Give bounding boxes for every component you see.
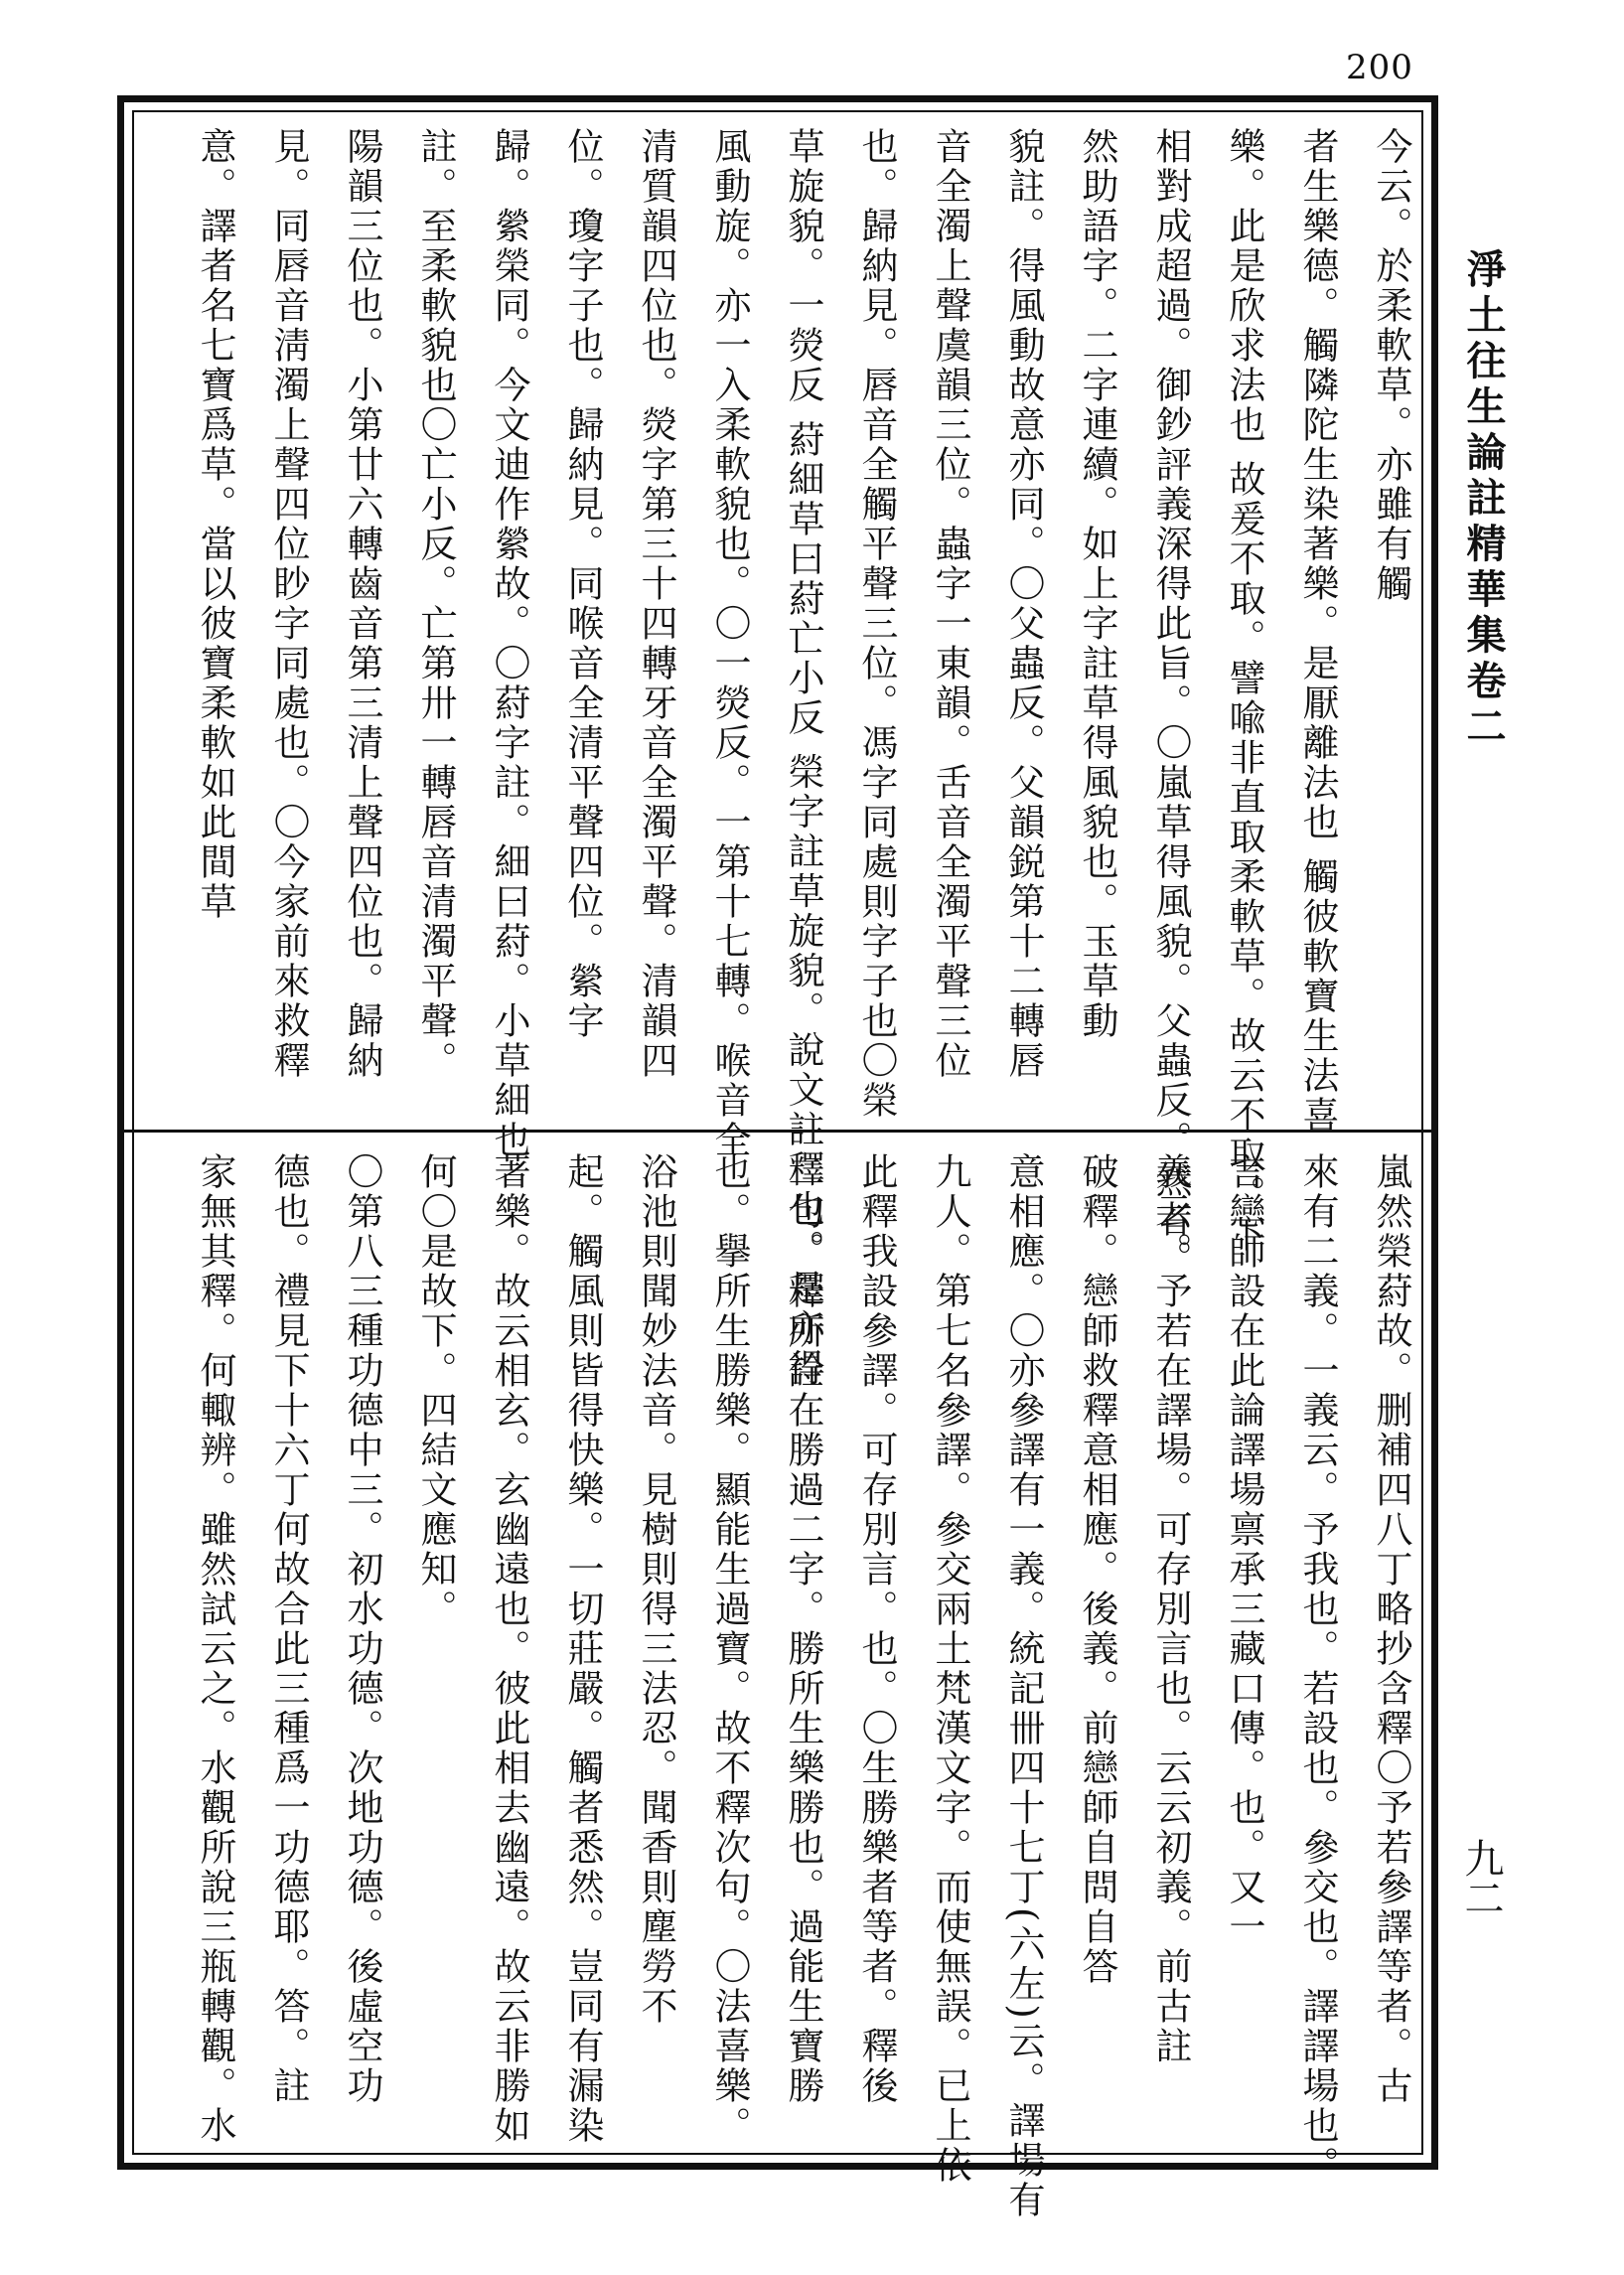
text-column: 風動旋。亦一入柔軟貌也。〇一熒反。一第十七轉。喉音全 bbox=[708, 127, 751, 1160]
text-column: 然助語字。二字連續。如上字註草得風貌也。玉草動 bbox=[1076, 127, 1118, 1041]
text-column: 樂。此是欣求法也 故爰不取。譬喩非直取柔軟草。故云不取。下 bbox=[1223, 127, 1265, 1255]
text-column: 來有二義。一義云。予我也。若設也。參交也。譯譯場也。 bbox=[1296, 1152, 1339, 2186]
text-column: 起。觸風則皆得快樂。一切莊嚴。觸者悉然。豈同有漏染 bbox=[561, 1152, 604, 2146]
text-column: 意相應。〇亦參譯有一義。統記卌四十七丁(六左)云。譯場有 bbox=[1002, 1152, 1045, 2220]
text-column: 見。同唇音淸濁上聲四位眇字同處也。〇今家前來救釋 bbox=[267, 127, 310, 1081]
text-column: 清質韻四位也。熒字第三十四轉牙音全濁平聲。清韻四 bbox=[635, 127, 677, 1081]
text-column: 也。擧所生勝樂。顯能生過寶。故不釋次句。〇法喜樂。 bbox=[708, 1152, 751, 2146]
text-column: 意。譯者名七寶爲草。當以彼寶柔軟如此間草 bbox=[194, 127, 236, 922]
text-column: 此釋我設參譯。可存別言。也。〇生勝樂者等者。釋後 bbox=[855, 1152, 898, 2106]
text-column: 二句。釋所詮在勝過二字。勝所生樂勝也。過能生寶勝 bbox=[782, 1152, 824, 2106]
text-column: 破釋。戀師救釋意相應。後義。前戀師自問自答 bbox=[1076, 1152, 1118, 1987]
text-column: 嵐然榮葤故。删補四八丁略抄含釋〇予若參譯等者。古 bbox=[1370, 1152, 1412, 2106]
text-column: 者生樂德。觸隣陀生染著樂。是厭離法也 觸彼軟寶生法喜 bbox=[1296, 127, 1339, 1136]
text-column: 今云。於柔軟草。亦雖有觸 bbox=[1370, 127, 1412, 604]
text-column: 歸。縈榮同。今文迪作縈故。〇葤字註。細曰葤。小草細也 bbox=[488, 127, 530, 1160]
text-column: 義云。予若在譯場。可存別言也。云云初義。前古註 bbox=[1149, 1152, 1192, 2066]
text-column: 相對成超過。御鈔評義深得此旨。〇嵐草得風貌。父蟲反。然者。 bbox=[1149, 127, 1192, 1280]
text-column: 言戀師設在此論譯場禀承三藏口傳。也。又一 bbox=[1223, 1152, 1265, 1947]
text-column: 也。歸納見。唇音全觸平聲三位。馮字同處則字子也〇榮 bbox=[855, 127, 898, 1121]
text-column: 浴池則聞妙法音。見樹則得三法忍。聞香則塵勞不 bbox=[635, 1152, 677, 2027]
folio-number: 九二 bbox=[1458, 1838, 1504, 1917]
text-column: 何〇是故下。四結文應知。 bbox=[414, 1152, 457, 1629]
text-column: 家無其釋。何輙辨。雖然試云之。水觀所說三瓶轉觀。水 bbox=[194, 1152, 236, 2146]
text-column: 貌註。得風動故意亦同。〇父蟲反。父韻鋭第十二轉唇 bbox=[1002, 127, 1045, 1081]
text-column: 九人。第七名參譯。參交兩土梵漢文字。而使無誤。已上依 bbox=[929, 1152, 971, 2186]
text-column: 音全濁上聲虞韻三位。蟲字一東韻。舌音全濁平聲三位 bbox=[929, 127, 971, 1081]
text-column: 著樂。故云相玄。玄幽遠也。彼此相去幽遠。故云非勝如 bbox=[488, 1152, 530, 2146]
text-column: 〇第八三種功德中三。初水功德。次地功德。後虛空功 bbox=[341, 1152, 383, 2106]
running-head: 淨土往生論註精華集卷二 bbox=[1460, 248, 1507, 751]
text-column: 德也。禮見下十六丁何故合此三種爲一功德耶。答。註 bbox=[267, 1152, 310, 2106]
text-column: 草旋貌。一熒反 葤細草曰葤亡小反 榮字註草旋貌。說文註釋也。是亦得 bbox=[782, 127, 824, 1389]
text-column: 註。至柔軟貌也〇亡小反。亡第卅一轉唇音清濁平聲。 bbox=[414, 127, 457, 1081]
text-column: 陽韻三位也。小第廿六轉齒音第三清上聲四位也。歸納 bbox=[341, 127, 383, 1081]
page-number: 200 bbox=[1346, 48, 1413, 87]
text-column: 位。瓊字子也。歸納見。同喉音全清平聲四位。縈字 bbox=[561, 127, 604, 1041]
